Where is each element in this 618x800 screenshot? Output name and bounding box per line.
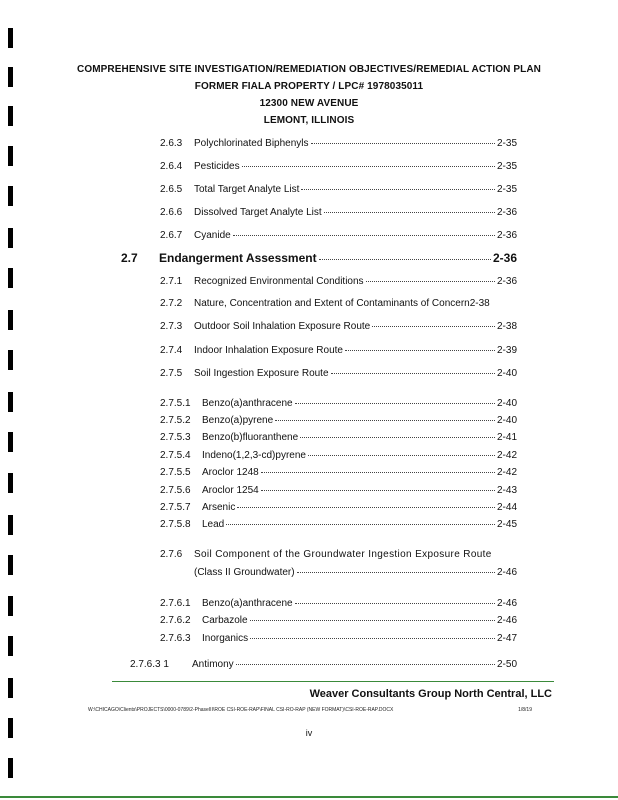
- toc-title: Indoor Inhalation Exposure Route: [194, 345, 343, 356]
- toc-title: Benzo(a)anthracene: [202, 598, 293, 609]
- toc-title: Total Target Analyte List: [194, 184, 300, 195]
- binder-mark: [8, 432, 13, 452]
- binder-mark: [8, 596, 13, 616]
- toc-title: Arsenic: [202, 502, 236, 513]
- toc-title: Polychlorinated Biphenyls: [194, 138, 309, 149]
- toc-page: 2-44: [496, 502, 517, 513]
- binder-mark: [8, 228, 13, 248]
- binder-mark: [8, 392, 13, 412]
- binder-mark: [8, 758, 13, 778]
- toc-title: (Class II Groundwater): [194, 567, 295, 578]
- toc-leader-dots: [319, 259, 491, 260]
- binder-mark: [8, 28, 13, 48]
- toc-entry: [160, 432, 517, 443]
- toc-number: 2.7.6: [160, 549, 183, 560]
- toc-entry: [160, 450, 517, 461]
- toc-number: 2.7.3: [160, 321, 183, 332]
- toc-number: 2.7.6.2: [160, 615, 191, 626]
- toc-number: 2.6.5: [160, 184, 183, 195]
- toc-section-entry: [121, 251, 517, 265]
- toc-leader-dots: [250, 620, 495, 621]
- toc-leader-dots: [275, 420, 495, 421]
- toc-number: 2.7.5.6: [160, 485, 191, 496]
- toc-page: 2-46: [496, 615, 517, 626]
- toc-title: Lead: [202, 519, 225, 530]
- toc-number: 2.7.5.4: [160, 450, 191, 461]
- toc-page: 2-36: [496, 230, 517, 241]
- toc-title: Antimony: [192, 659, 234, 670]
- toc-page: 2-50: [496, 659, 517, 670]
- footer-file-path: W:\CHICAGO\Clients\PROJECTS\0000-0789\2-PhaseIII\ROE CSI-ROE-RAP\FINAL CSI-RO-RAP (NEW FORMAT)\CSI-ROE-RAP.DOCX: [88, 707, 394, 713]
- toc-page: 2-38: [469, 298, 490, 309]
- toc-leader-dots: [366, 281, 495, 282]
- property-name: FORMER FIALA PROPERTY / LPC# 1978035011: [194, 81, 424, 92]
- toc-number: 2.7.6.1: [160, 598, 191, 609]
- toc-leader-dots: [242, 166, 495, 167]
- toc-page: 2-36: [496, 207, 517, 218]
- footer-company: Weaver Consultants Group North Central, LLC: [309, 688, 552, 700]
- toc-leader-dots: [297, 572, 495, 573]
- toc-number: 2.7.5.7: [160, 502, 191, 513]
- toc-title: Outdoor Soil Inhalation Exposure Route: [194, 321, 371, 332]
- toc-number: 2.7.4: [160, 345, 183, 356]
- toc-page: 2-40: [496, 398, 517, 409]
- toc-entry: [160, 207, 517, 218]
- toc-leader-dots: [295, 603, 495, 604]
- binder-mark: [8, 310, 13, 330]
- toc-entry: [160, 549, 517, 560]
- toc-leader-dots: [261, 490, 495, 491]
- toc-leader-dots: [250, 638, 495, 639]
- toc-number: 2.6.7: [160, 230, 183, 241]
- toc-leader-dots: [300, 437, 495, 438]
- property-city: LEMONT, ILLINOIS: [263, 115, 355, 126]
- toc-title: Recognized Environmental Conditions: [194, 276, 364, 287]
- toc-page: 2-36: [492, 251, 517, 265]
- toc-entry: [130, 659, 517, 670]
- toc-number: 2.6.6: [160, 207, 183, 218]
- toc-page: 2-47: [496, 633, 517, 644]
- toc-entry: [160, 184, 517, 195]
- toc-page: 2-35: [496, 161, 517, 172]
- toc-page: 2-40: [496, 368, 517, 379]
- toc-leader-dots: [372, 326, 495, 327]
- property-address: 12300 NEW AVENUE: [259, 98, 359, 109]
- toc-number: 2.7.2: [160, 298, 183, 309]
- binder-mark: [8, 515, 13, 535]
- toc-number: 2.6.3: [160, 138, 183, 149]
- binder-mark: [8, 350, 13, 370]
- toc-entry: [160, 276, 517, 287]
- toc-entry: [160, 230, 517, 241]
- toc-number: 2.6.4: [160, 161, 183, 172]
- toc-leader-dots: [295, 403, 495, 404]
- toc-entry-continuation: [194, 567, 517, 578]
- toc-leader-dots: [345, 350, 495, 351]
- toc-entry: [160, 138, 517, 149]
- toc-page: 2-42: [496, 467, 517, 478]
- toc-entry: [160, 321, 517, 332]
- toc-entry: [160, 467, 517, 478]
- toc-number: 2.7.5.8: [160, 519, 191, 530]
- toc-title: Endangerment Assessment: [159, 251, 317, 265]
- toc-entry: [160, 398, 517, 409]
- toc-leader-dots: [301, 189, 495, 190]
- toc-number: 2.7.5.5: [160, 467, 191, 478]
- toc-title: Carbazole: [202, 615, 248, 626]
- toc-title: Aroclor 1254: [202, 485, 259, 496]
- toc-leader-dots: [237, 507, 495, 508]
- toc-title: Benzo(a)anthracene: [202, 398, 293, 409]
- toc-leader-dots: [308, 455, 495, 456]
- toc-number: 2.7.5.3: [160, 432, 191, 443]
- toc-page: 2-46: [496, 598, 517, 609]
- toc-entry: [160, 598, 517, 609]
- scan-edge-line: [0, 796, 618, 798]
- toc-leader-dots: [311, 143, 495, 144]
- toc-entry: [160, 415, 517, 426]
- binder-mark: [8, 636, 13, 656]
- page-number: iv: [305, 728, 313, 738]
- toc-number: 2.7.5.1: [160, 398, 191, 409]
- toc-leader-dots: [226, 524, 495, 525]
- toc-title: Soil Ingestion Exposure Route: [194, 368, 329, 379]
- toc-title: Pesticides: [194, 161, 240, 172]
- toc-title: Inorganics: [202, 633, 249, 644]
- toc-leader-dots: [233, 235, 495, 236]
- binder-mark: [8, 268, 13, 288]
- toc-page: 2-39: [496, 345, 517, 356]
- toc-title: Cyanide: [194, 230, 231, 241]
- binder-mark: [8, 678, 13, 698]
- binder-mark: [8, 146, 13, 166]
- toc-entry: [160, 298, 517, 309]
- toc-number: 2.7: [121, 251, 138, 265]
- toc-entry: [160, 161, 517, 172]
- toc-number: 2.7.6.3 1: [130, 659, 169, 670]
- toc-page: 2-38: [496, 321, 517, 332]
- toc-title: Soil Component of the Groundwater Ingestion Exposure Route: [194, 549, 492, 560]
- toc-leader-dots: [261, 472, 495, 473]
- toc-number: 2.7.5.2: [160, 415, 191, 426]
- toc-number: 2.7.5: [160, 368, 183, 379]
- toc-page: 2-40: [496, 415, 517, 426]
- toc-leader-dots: [331, 373, 495, 374]
- toc-page: 2-45: [496, 519, 517, 530]
- toc-title: Benzo(b)fluoranthene: [202, 432, 299, 443]
- toc-title: Dissolved Target Analyte List: [194, 207, 322, 218]
- toc-title: Benzo(a)pyrene: [202, 415, 274, 426]
- toc-page: 2-43: [496, 485, 517, 496]
- toc-page: 2-36: [496, 276, 517, 287]
- toc-leader-dots: [236, 664, 495, 665]
- toc-entry: [160, 502, 517, 513]
- toc-page: 2-42: [496, 450, 517, 461]
- binder-mark: [8, 186, 13, 206]
- toc-entry: [160, 485, 517, 496]
- footer-rule: [112, 681, 554, 682]
- toc-number: 2.7.1: [160, 276, 183, 287]
- toc-page: 2-35: [496, 138, 517, 149]
- toc-title: Indeno(1,2,3-cd)pyrene: [202, 450, 306, 461]
- toc-entry: [160, 345, 517, 356]
- toc-number: 2.7.6.3: [160, 633, 191, 644]
- toc-page: 2-41: [496, 432, 517, 443]
- toc-entry: [160, 368, 517, 379]
- toc-page: 2-46: [496, 567, 517, 578]
- footer-date: 1/8/19: [518, 707, 532, 713]
- toc-entry: [160, 615, 517, 626]
- toc-leader-dots: [324, 212, 495, 213]
- toc-entry: [160, 633, 517, 644]
- toc-page: 2-35: [496, 184, 517, 195]
- toc-entry: [160, 519, 517, 530]
- toc-title: Aroclor 1248: [202, 467, 259, 478]
- binder-mark: [8, 555, 13, 575]
- binder-mark: [8, 473, 13, 493]
- toc-title: Nature, Concentration and Extent of Contaminants of Concern: [194, 298, 470, 309]
- document-title: COMPREHENSIVE SITE INVESTIGATION/REMEDIATION OBJECTIVES/REMEDIAL ACTION PLAN: [77, 64, 541, 75]
